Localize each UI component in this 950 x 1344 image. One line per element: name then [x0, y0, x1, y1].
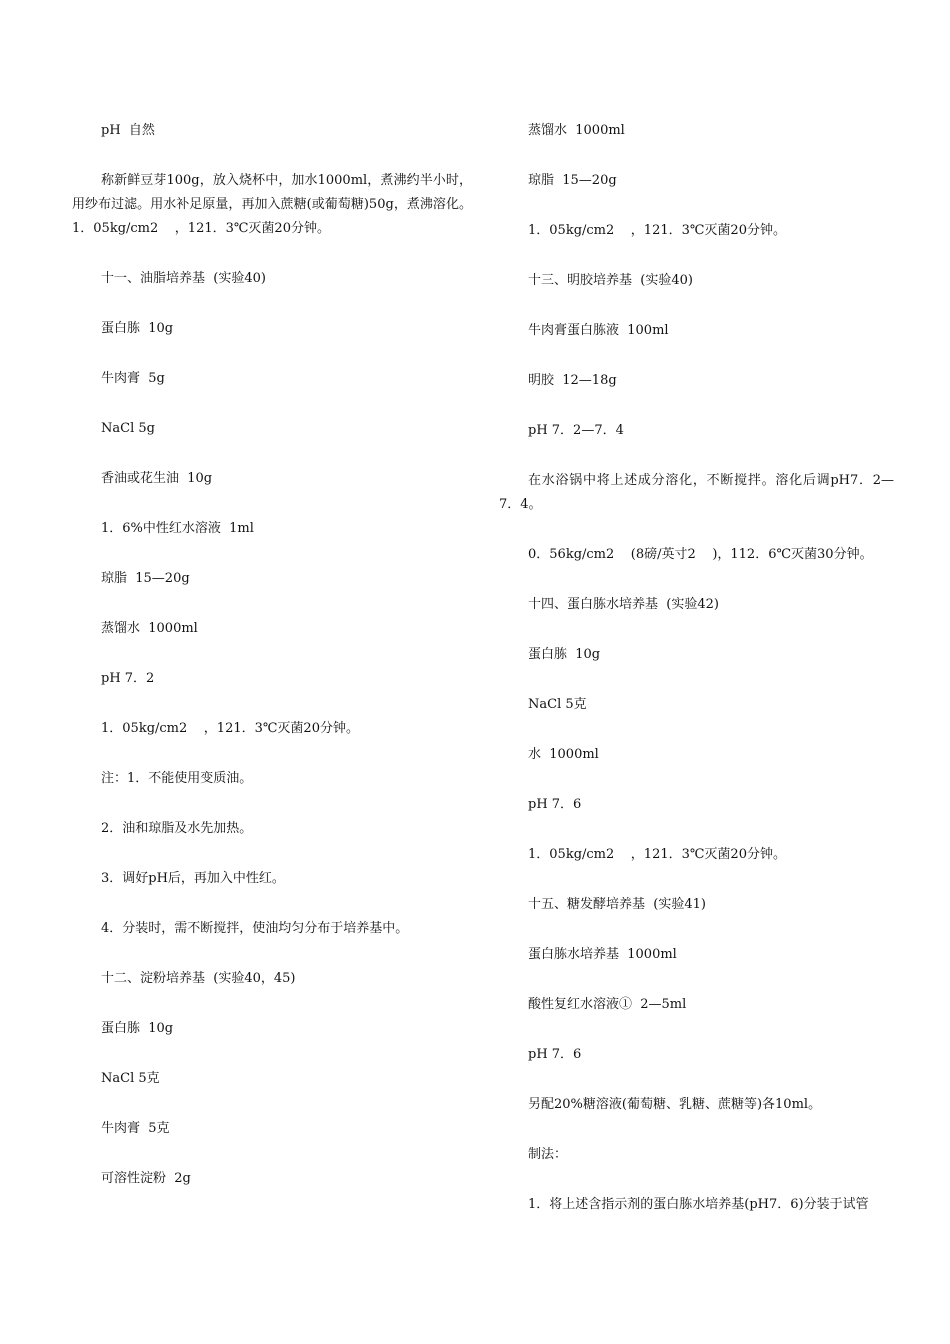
paragraph: 可溶性淀粉 2g: [101, 1171, 191, 1186]
note: 2．油和琼脂及水先加热。: [101, 821, 253, 836]
paragraph: 蛋白胨 10g: [101, 321, 174, 336]
paragraph: 琼脂 15—20g: [101, 571, 190, 586]
paragraph: 牛肉膏 5g: [101, 371, 165, 386]
paragraph: 酸性复红水溶液① 2—5ml: [528, 997, 687, 1012]
section-heading: 十一、油脂培养基 (实验40): [101, 271, 266, 286]
note: 4．分装时，需不断搅拌，使油均匀分布于培养基中。: [101, 921, 409, 936]
paragraph: 蒸馏水 1000ml: [101, 621, 198, 636]
right-column: [499, 119, 894, 1217]
paragraph: 蛋白胨 10g: [101, 1021, 174, 1036]
paragraph: 牛肉膏蛋白胨液 100ml: [528, 323, 669, 338]
note: 注：1．不能使用变质油。: [101, 771, 253, 786]
section-heading: 十二、淀粉培养基 (实验40，45): [101, 971, 296, 986]
paragraph: 牛肉膏 5克: [101, 1121, 170, 1136]
paragraph: 香油或花生油 10g: [101, 471, 213, 486]
paragraph: 水 1000ml: [528, 747, 599, 762]
paragraph: NaCl 5克: [528, 697, 587, 712]
paragraph: 制法：: [528, 1147, 568, 1162]
paragraph: NaCl 5g: [101, 421, 155, 436]
paragraph: pH 7．6: [528, 797, 582, 812]
section-heading: 十五、糖发酵培养基 (实验41): [528, 897, 706, 912]
note: 3．调好pH后，再加入中性红。: [101, 871, 285, 886]
left-column: [72, 119, 472, 1191]
paragraph: 琼脂 15—20g: [528, 173, 617, 188]
paragraph: 1．05kg/cm2 ，121．3℃灭菌20分钟。: [528, 847, 786, 862]
paragraph: 0．56kg/cm2 (8磅/英寸2 )，112．6℃灭菌30分钟。: [528, 547, 873, 562]
paragraph: 称新鲜豆芽100g，放入烧杯中，加水1000ml，煮沸约半小时，用纱布过滤。用水补足原量，再加入蔗糖(或葡萄糖)50g，煮沸溶化。1．05kg/cm2 ，121．3℃灭菌20分钟。: [72, 173, 472, 236]
paragraph: 1．05kg/cm2 ，121．3℃灭菌20分钟。: [101, 721, 359, 736]
paragraph: 蛋白胨 10g: [528, 647, 601, 662]
paragraph: 蒸馏水 1000ml: [528, 123, 625, 138]
paragraph: 1．将上述含指示剂的蛋白胨水培养基(pH7．6)分装于试管: [528, 1197, 869, 1212]
paragraph: 蛋白胨水培养基 1000ml: [528, 947, 677, 962]
paragraph: pH 7．2—7．4: [528, 423, 624, 438]
paragraph: 明胶 12—18g: [528, 373, 617, 388]
paragraph: 1．05kg/cm2 ，121．3℃灭菌20分钟。: [528, 223, 786, 238]
section-heading: 十四、蛋白胨水培养基 (实验42): [528, 597, 719, 612]
section-heading: 十三、明胶培养基 (实验40): [528, 273, 693, 288]
paragraph: pH 7．2: [101, 671, 155, 686]
paragraph: pH 自然: [101, 123, 155, 138]
paragraph: NaCl 5克: [101, 1071, 160, 1086]
paragraph: 在水浴锅中将上述成分溶化，不断搅拌。溶化后调pH7．2—7．4。: [499, 473, 894, 512]
paragraph: pH 7．6: [528, 1047, 582, 1062]
paragraph: 1．6%中性红水溶液 1ml: [101, 521, 254, 536]
paragraph: 另配20%糖溶液(葡萄糖、乳糖、蔗糖等)各10ml。: [528, 1097, 822, 1112]
